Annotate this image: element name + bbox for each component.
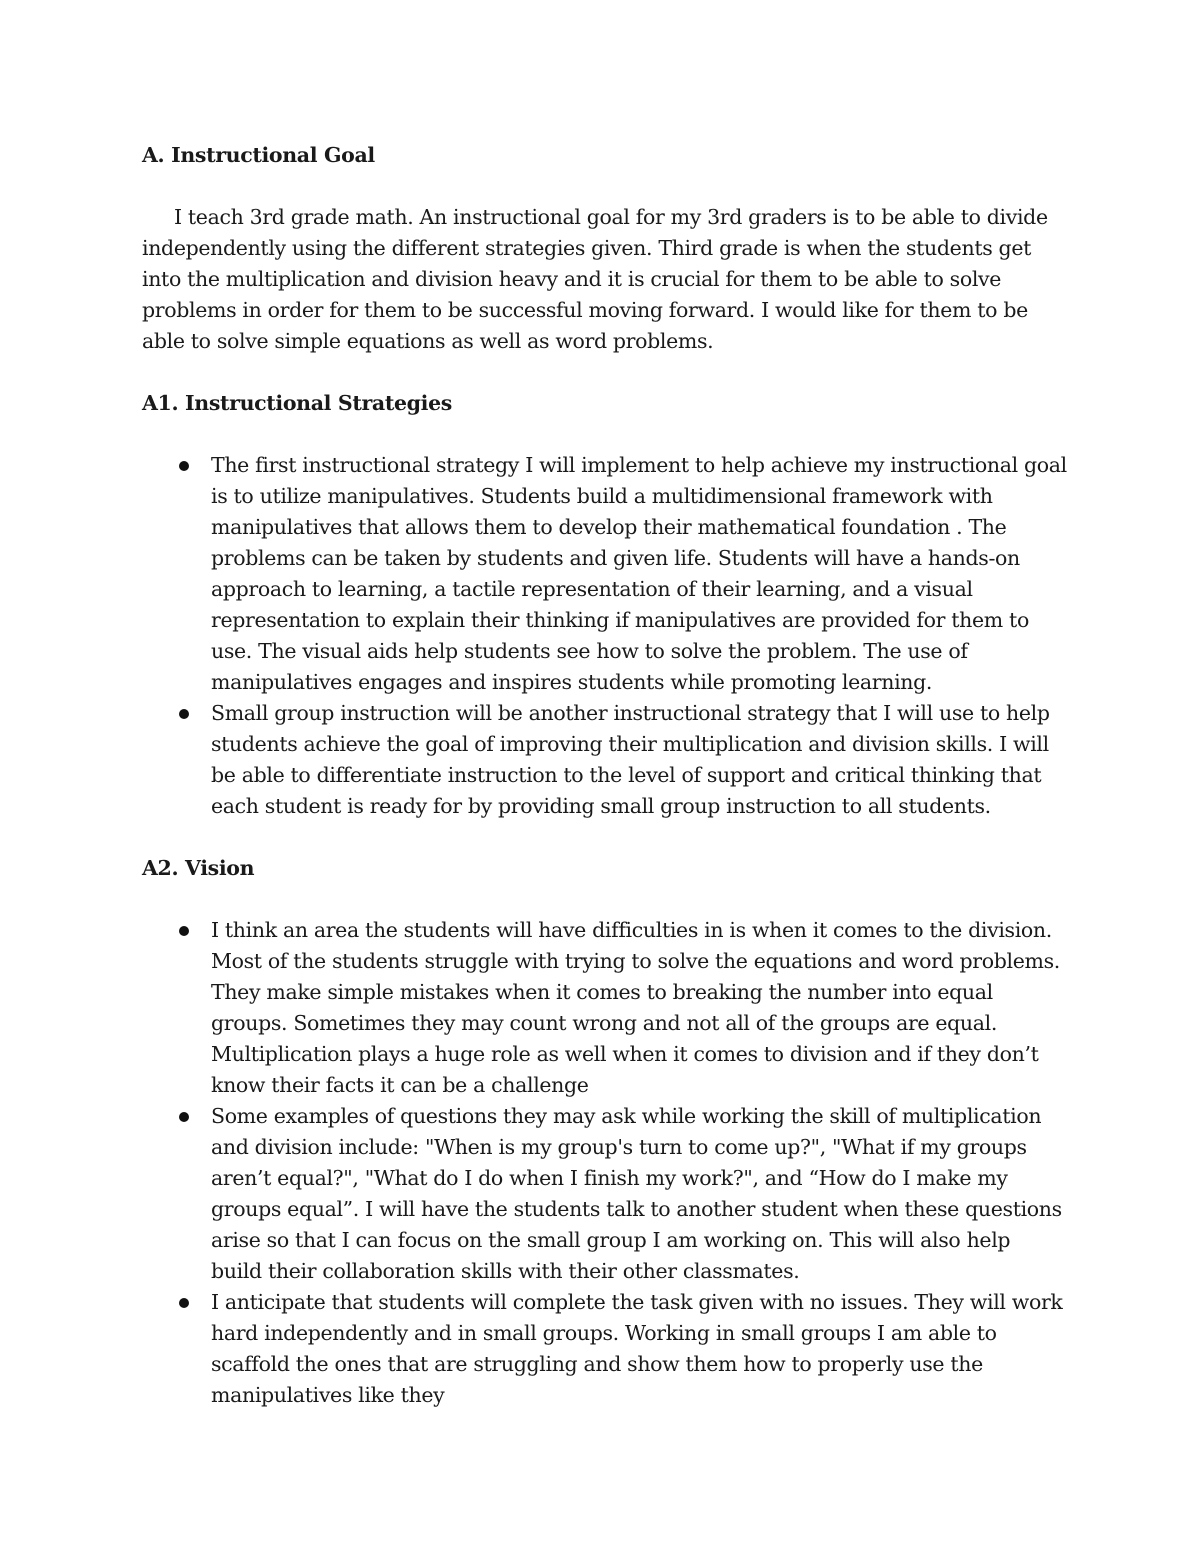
heading-vision: A2. Vision (142, 856, 255, 880)
document-body (142, 140, 1067, 1411)
list-item-text: I think an area the students will have difficulties in is when it comes to the division. Most of the students struggle with trying to solve the equations and word problems. They make simple mistakes when it comes to breaking the number into equal groups. Sometimes they may count wrong and not all of the groups are equal. Multiplication plays a huge role as well when it comes to division and if they don’t know their facts it can be a challenge (211, 918, 1060, 1097)
list-item (142, 1101, 1067, 1287)
list-item-text: Some examples of questions they may ask while working the skill of multiplication and division include: "When is my group's turn to come up?", "What if my groups aren’t equal?", "What do I do when I finish my work?", and “How do I make my groups equal”. I will have the students talk to another student when these questions arise so that I can focus on the small group I am working on. This will also help build their collaboration skills with their other classmates. (211, 1104, 1062, 1283)
strategies-list (142, 450, 1067, 822)
heading-instructional-strategies: A1. Instructional Strategies (142, 391, 452, 415)
list-item-text: The first instructional strategy I will implement to help achieve my instructional goal is to utilize manipulatives. Students build a multidimensional framework with manipulatives that allows them to develop their mathematical foundation . The problems can be taken by students and given life. Students will have a hands-on approach to learning, a tactile representation of their learning, and a visual representation to explain their thinking if manipulatives are provided for them to use. The visual aids help students see how to solve the problem. The use of manipulatives engages and inspires students while promoting learning. (211, 453, 1067, 694)
list-item (142, 1287, 1067, 1411)
bullet-icon (179, 926, 189, 936)
bullet-icon (179, 1298, 189, 1308)
list-item-text: I anticipate that students will complete the task given with no issues. They will work hard independently and in small groups. Working in small groups I am able to scaffold the ones that are struggling and show them how to properly use the manipulatives like they (211, 1290, 1063, 1407)
bullet-icon (179, 1112, 189, 1122)
list-item (142, 450, 1067, 698)
bullet-icon (179, 709, 189, 719)
heading-instructional-goal: A. Instructional Goal (142, 143, 375, 167)
list-item (142, 698, 1067, 822)
list-item-text: Small group instruction will be another instructional strategy that I will use to help students achieve the goal of improving their multiplication and division skills. I will be able to differentiate instruction to the level of support and critical thinking that each student is ready for by providing small group instruction to all students. (211, 701, 1050, 818)
vision-list (142, 915, 1067, 1411)
list-item (142, 915, 1067, 1101)
bullet-icon (179, 461, 189, 471)
instructional-goal-paragraph: I teach 3rd grade math. An instructional goal for my 3rd graders is to be able to divide independently using the different strategies given. Third grade is when the students get into the multiplication and division heavy and it is crucial for them to be able to solve problems in order for them to be successful moving forward. I would like for them to be able to solve simple equations as well as word problems. (142, 205, 1048, 353)
